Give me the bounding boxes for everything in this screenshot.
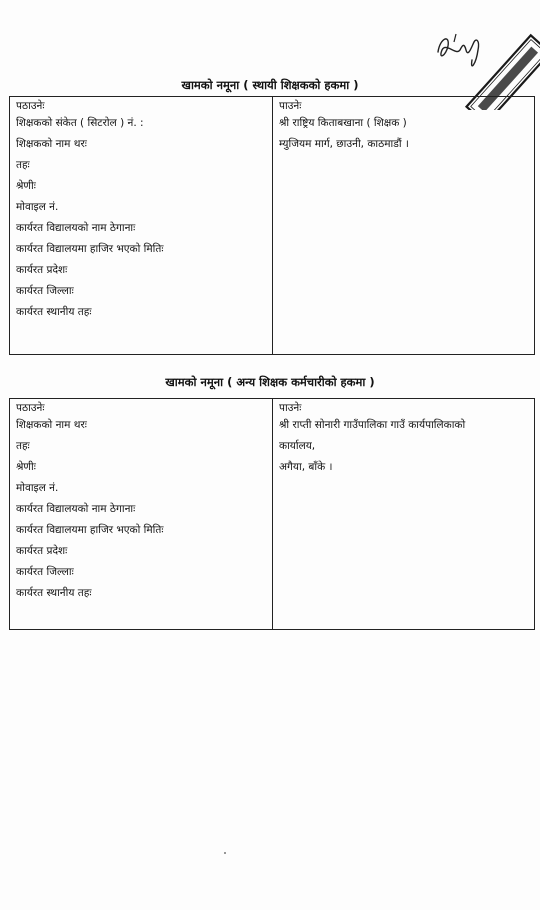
sender-field: कार्यरत विद्यालयको नाम ठेगानाः	[16, 222, 136, 234]
sender-field: तहः	[16, 159, 30, 171]
section1-title: खामको नमूना ( स्थायी शिक्षकको हकमा )	[181, 78, 359, 92]
section2-title: खामको नमूना ( अन्य शिक्षक कर्मचारीको हकमा )	[165, 375, 375, 389]
sender-field: कार्यरत विद्यालयमा हाजिर भएको मितिः	[16, 243, 164, 255]
sender-field: श्रेणीः	[16, 180, 36, 192]
section2-envelope-form	[9, 398, 535, 630]
sender-field: शिक्षकको नाम थरः	[16, 138, 87, 150]
sender-field: कार्यरत प्रदेशः	[16, 545, 68, 557]
sender-field: शिक्षकको संकेत ( सिटरोल ) नं. :	[16, 117, 144, 129]
sender-field: कार्यरत विद्यालयको नाम ठेगानाः	[16, 503, 136, 515]
sender-field: कार्यरत जिल्लाः	[16, 285, 74, 297]
sender-field: कार्यरत स्थानीय तहः	[16, 587, 92, 599]
sender-heading: पठाउनेः	[16, 402, 45, 414]
recipient-heading: पाउनेः	[279, 402, 302, 414]
sender-field: मोवाइल नं.	[16, 201, 59, 213]
sender-field: कार्यरत स्थानीय तहः	[16, 306, 92, 318]
sender-field: तहः	[16, 440, 30, 452]
sender-field: शिक्षकको नाम थरः	[16, 419, 87, 431]
sender-heading: पठाउनेः	[16, 100, 45, 112]
scan-speck	[224, 852, 226, 854]
recipient-line: म्युजियम मार्ग, छाउनी, काठमाडौं ।	[279, 138, 409, 150]
sender-field: कार्यरत जिल्लाः	[16, 566, 74, 578]
recipient-line: श्री राष्ट्रिय किताबखाना ( शिक्षक )	[279, 117, 407, 129]
section1-recipient-column	[273, 97, 534, 354]
recipient-heading: पाउनेः	[279, 100, 302, 112]
section1-sender-column	[10, 97, 273, 354]
section2-sender-column	[10, 399, 273, 629]
recipient-line: श्री राप्ती सोनारी गाउँपालिका गाउँ कार्यपालिकाको	[279, 419, 466, 431]
section2-recipient-column	[273, 399, 534, 629]
sender-field: श्रेणीः	[16, 461, 36, 473]
recipient-line: अगैया, बाँके ।	[279, 461, 333, 473]
sender-field: मोवाइल नं.	[16, 482, 59, 494]
sender-field: कार्यरत प्रदेशः	[16, 264, 68, 276]
sender-field: कार्यरत विद्यालयमा हाजिर भएको मितिः	[16, 524, 164, 536]
section1-envelope-form	[9, 96, 535, 355]
recipient-line: कार्यालय,	[279, 440, 316, 452]
